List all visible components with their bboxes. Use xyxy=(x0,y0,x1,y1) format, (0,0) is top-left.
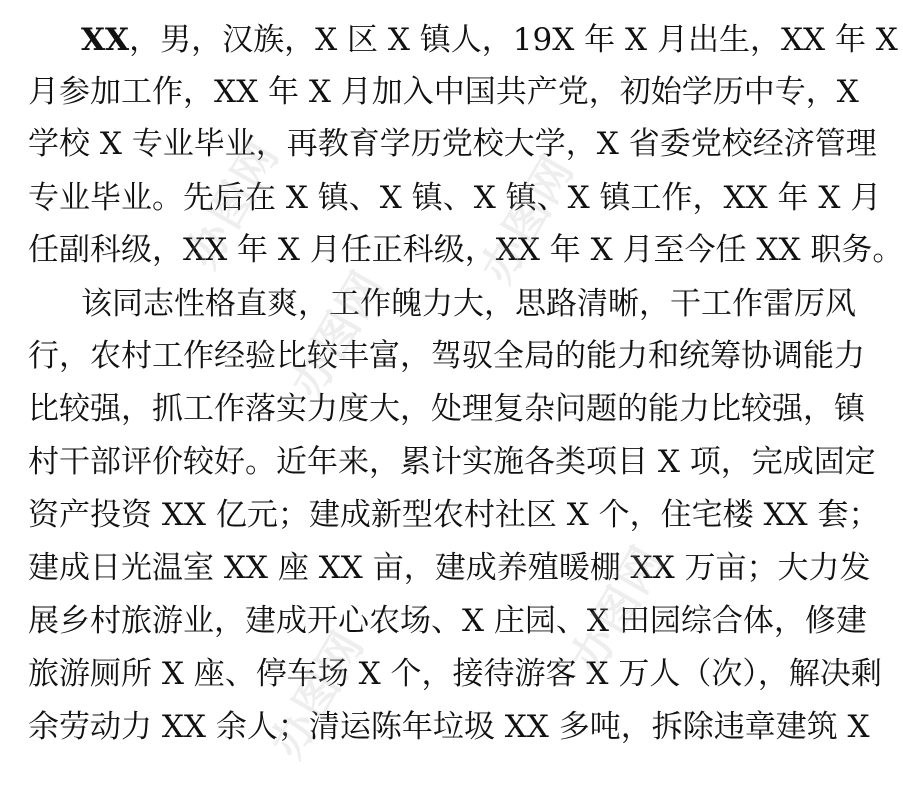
paragraph-2-line-2: 行，农村工作经验比较丰富，驾驭全局的能力和统筹协调能力 xyxy=(28,338,865,374)
paragraph-2-line-9: 余劳动力 XX 余人；清运陈年垃圾 XX 多吨，拆除违章建筑 X xyxy=(28,709,870,745)
paragraph-2-line-5: 资产投资 XX 亿元；建成新型农村社区 X 个，住宅楼 XX 套； xyxy=(28,497,880,533)
watermark: 办图网 xyxy=(261,621,375,767)
paragraph-2-line-8: 旅游厕所 X 座、停车场 X 个，接待游客 X 万人（次），解决剩 xyxy=(28,656,882,692)
person-name: XX xyxy=(81,22,130,58)
watermark: 办图网 xyxy=(561,536,675,682)
paragraph-2-line-3: 比较强，抓工作落实力度大，处理复杂问题的能力比较强，镇 xyxy=(28,391,865,427)
watermark: 办图网 xyxy=(471,146,585,292)
watermark: 办图网 xyxy=(281,261,395,407)
paragraph-1-line-1 xyxy=(81,14,898,66)
watermark: 办图网 xyxy=(176,131,290,277)
paragraph-1-line-4: 专业毕业。先后在 X 镇、X 镇、X 镇、X 镇工作，XX 年 X 月 xyxy=(28,180,882,216)
paragraph-1-line-3: 学校 X 专业毕业，再教育学历党校大学，X 省委党校经济管理 xyxy=(28,126,877,162)
paragraph-2-line-1: 该同志性格直爽，工作魄力大，思路清晰，干工作雷厉风 xyxy=(81,286,856,322)
paragraph-2-line-6: 建成日光温室 XX 座 XX 亩，建成养殖暖棚 XX 万亩；大力发 xyxy=(28,550,871,586)
paragraph-1-line-5: 任副科级，XX 年 X 月任正科级，XX 年 X 月至今任 XX 职务。 xyxy=(28,232,903,268)
paragraph-1-line-2: 月参加工作，XX 年 X 月加入中国共产党，初始学历中专，X xyxy=(28,74,859,110)
paragraph-2-line-7: 展乡村旅游业，建成开心农场、X 庄园、X 田园综合体，修建 xyxy=(28,603,867,639)
paragraph-1-line-1-text: ，男，汉族，X 区 X 镇人，19X 年 X 月出生，XX 年 X xyxy=(129,22,898,58)
paragraph-2-line-4: 村干部评价较好。近年来，累计实施各类项目 X 项，完成固定 xyxy=(28,444,876,480)
